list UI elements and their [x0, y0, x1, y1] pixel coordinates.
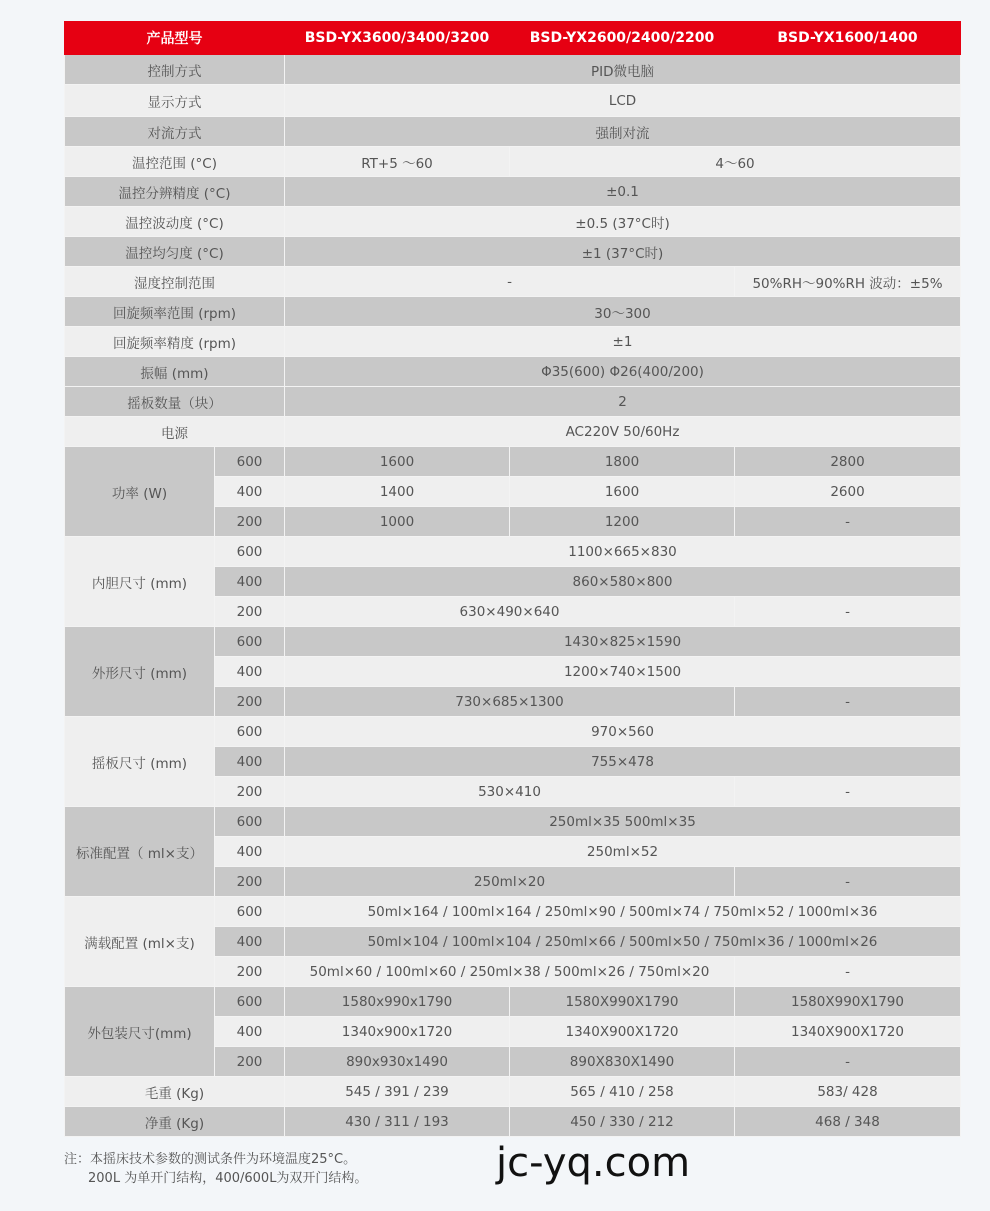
- row-amplitude: [65, 357, 961, 387]
- value-cell: 250ml×52: [285, 837, 961, 867]
- row-label: 温控分辨精度 (°C): [65, 177, 285, 207]
- size-cell: 400: [215, 1017, 285, 1047]
- footnote: [64, 1150, 367, 1188]
- row-value: Φ35(600) Φ26(400/200): [285, 357, 961, 387]
- value-cell: -: [735, 597, 961, 627]
- row-plates: [65, 387, 961, 417]
- row-value: 2: [285, 387, 961, 417]
- group-label-package-size: 外包装尺寸(mm): [65, 987, 215, 1077]
- value-cell: 2800: [735, 447, 961, 477]
- value-cell: -: [735, 507, 961, 537]
- size-cell: 600: [215, 807, 285, 837]
- size-cell: 600: [215, 897, 285, 927]
- row-speed-range: [65, 297, 961, 327]
- row-label: 毛重 (Kg): [65, 1077, 285, 1107]
- size-cell: 400: [215, 477, 285, 507]
- size-cell: 600: [215, 627, 285, 657]
- header-model-1: BSD-YX3600/3400/3200: [285, 22, 510, 55]
- group-label-power: 功率 (W): [65, 447, 215, 537]
- row-value: ±1: [285, 327, 961, 357]
- row-label: 摇板数量（块）: [65, 387, 285, 417]
- value-cell: 450 / 330 / 212: [510, 1107, 735, 1137]
- footnote-line-2: 200L 为单开门结构，400/600L为双开门结构。: [88, 1171, 368, 1186]
- value-cell: 860×580×800: [285, 567, 961, 597]
- value-cell: 1800: [510, 447, 735, 477]
- row-control: [65, 55, 961, 85]
- size-cell: 400: [215, 927, 285, 957]
- value-cell: 530×410: [285, 777, 735, 807]
- value-cell: 50ml×104 / 100ml×104 / 250ml×66 / 500ml×50 / 750ml×36 / 1000ml×26: [285, 927, 961, 957]
- header-model-3: BSD-YX1600/1400: [735, 22, 961, 55]
- value-cell: 730×685×1300: [285, 687, 735, 717]
- value-cell: 2600: [735, 477, 961, 507]
- row-label: 回旋频率精度 (rpm): [65, 327, 285, 357]
- value-cell: 1000: [285, 507, 510, 537]
- value-cell: 970×560: [285, 717, 961, 747]
- spec-table: [64, 21, 961, 1137]
- row-net-weight: [65, 1107, 961, 1137]
- group-label-outer-size: 外形尺寸 (mm): [65, 627, 215, 717]
- value-cell: 1340X900X1720: [510, 1017, 735, 1047]
- value-cell: 250ml×35 500ml×35: [285, 807, 961, 837]
- row-label: 振幅 (mm): [65, 357, 285, 387]
- size-cell: 600: [215, 717, 285, 747]
- value-cell: 1400: [285, 477, 510, 507]
- size-cell: 200: [215, 867, 285, 897]
- value-cell: 1600: [285, 447, 510, 477]
- value-cell: 1200: [510, 507, 735, 537]
- value-cell: 1340X900X1720: [735, 1017, 961, 1047]
- value-cell: 50ml×60 / 100ml×60 / 250ml×38 / 500ml×26 / 750ml×20: [285, 957, 735, 987]
- value-cell: 583/ 428: [735, 1077, 961, 1107]
- value-cell: 1600: [510, 477, 735, 507]
- size-cell: 600: [215, 537, 285, 567]
- row-value: 强制对流: [285, 117, 961, 147]
- row-value: ±0.5 (37°C时): [285, 207, 961, 237]
- row-label: 对流方式: [65, 117, 285, 147]
- group-label-standard-config: 标准配置（ ml×支）: [65, 807, 215, 897]
- value-cell: 890X830X1490: [510, 1047, 735, 1077]
- row-value: PID微电脑: [285, 55, 961, 85]
- value-cell: 1340x900x1720: [285, 1017, 510, 1047]
- value-cell: -: [735, 957, 961, 987]
- value-cell: -: [735, 687, 961, 717]
- value-cell: 545 / 391 / 239: [285, 1077, 510, 1107]
- row-label: 回旋频率范围 (rpm): [65, 297, 285, 327]
- value-cell: 1580X990X1790: [735, 987, 961, 1017]
- row-label: 温控范围 (°C): [65, 147, 285, 177]
- row-outer-600: [65, 627, 961, 657]
- row-value-1: RT+5 ～60: [285, 147, 510, 177]
- size-cell: 400: [215, 657, 285, 687]
- value-cell: 1200×740×1500: [285, 657, 961, 687]
- value-cell: -: [735, 1047, 961, 1077]
- size-cell: 200: [215, 597, 285, 627]
- value-cell: 1580x990x1790: [285, 987, 510, 1017]
- row-std-600: [65, 807, 961, 837]
- row-humidity: [65, 267, 961, 297]
- value-cell: -: [735, 777, 961, 807]
- row-label: 控制方式: [65, 55, 285, 85]
- size-cell: 400: [215, 747, 285, 777]
- size-cell: 600: [215, 987, 285, 1017]
- row-convection: [65, 117, 961, 147]
- row-temp-uniformity: [65, 237, 961, 267]
- group-label-full-config: 满载配置 (ml×支): [65, 897, 215, 987]
- header-label: 产品型号: [65, 22, 285, 55]
- row-value: AC220V 50/60Hz: [285, 417, 961, 447]
- row-temp-range: [65, 147, 961, 177]
- size-cell: 400: [215, 567, 285, 597]
- row-value: 30～300: [285, 297, 961, 327]
- size-cell: 200: [215, 957, 285, 987]
- row-power-supply: [65, 417, 961, 447]
- row-label: 电源: [65, 417, 285, 447]
- row-value: LCD: [285, 85, 961, 117]
- footnote-line-1: 注：本摇床技术参数的测试条件为环境温度25°C。: [64, 1152, 357, 1167]
- value-cell: 630×490×640: [285, 597, 735, 627]
- table-header-row: [65, 22, 961, 55]
- row-power-600: [65, 447, 961, 477]
- row-label: 温控均匀度 (°C): [65, 237, 285, 267]
- size-cell: 400: [215, 837, 285, 867]
- value-cell: 890x930x1490: [285, 1047, 510, 1077]
- value-cell: 250ml×20: [285, 867, 735, 897]
- size-cell: 200: [215, 507, 285, 537]
- value-cell: 430 / 311 / 193: [285, 1107, 510, 1137]
- value-cell: 1580X990X1790: [510, 987, 735, 1017]
- group-label-inner-size: 内胆尺寸 (mm): [65, 537, 215, 627]
- value-cell: 755×478: [285, 747, 961, 777]
- row-plate-600: [65, 717, 961, 747]
- value-cell: 1100×665×830: [285, 537, 961, 567]
- row-pkg-600: [65, 987, 961, 1017]
- size-cell: 600: [215, 447, 285, 477]
- row-temp-fluctuation: [65, 207, 961, 237]
- row-value-1: -: [285, 267, 735, 297]
- row-label: 净重 (Kg): [65, 1107, 285, 1137]
- header-model-2: BSD-YX2600/2400/2200: [510, 22, 735, 55]
- row-full-600: [65, 897, 961, 927]
- value-cell: 50ml×164 / 100ml×164 / 250ml×90 / 500ml×74 / 750ml×52 / 1000ml×36: [285, 897, 961, 927]
- value-cell: 565 / 410 / 258: [510, 1077, 735, 1107]
- row-value: ±0.1: [285, 177, 961, 207]
- size-cell: 200: [215, 777, 285, 807]
- row-speed-accuracy: [65, 327, 961, 357]
- row-label: 温控波动度 (°C): [65, 207, 285, 237]
- watermark-text: jc-yq.com: [496, 1140, 691, 1186]
- value-cell: -: [735, 867, 961, 897]
- row-label: 显示方式: [65, 85, 285, 117]
- size-cell: 200: [215, 687, 285, 717]
- row-value-2: 4～60: [510, 147, 961, 177]
- value-cell: 468 / 348: [735, 1107, 961, 1137]
- value-cell: 1430×825×1590: [285, 627, 961, 657]
- row-temp-resolution: [65, 177, 961, 207]
- group-label-plate-size: 摇板尺寸 (mm): [65, 717, 215, 807]
- row-value-2: 50%RH～90%RH 波动：±5%: [735, 267, 961, 297]
- size-cell: 200: [215, 1047, 285, 1077]
- row-value: ±1 (37°C时): [285, 237, 961, 267]
- row-label: 湿度控制范围: [65, 267, 285, 297]
- row-display: [65, 85, 961, 117]
- row-gross-weight: [65, 1077, 961, 1107]
- row-inner-600: [65, 537, 961, 567]
